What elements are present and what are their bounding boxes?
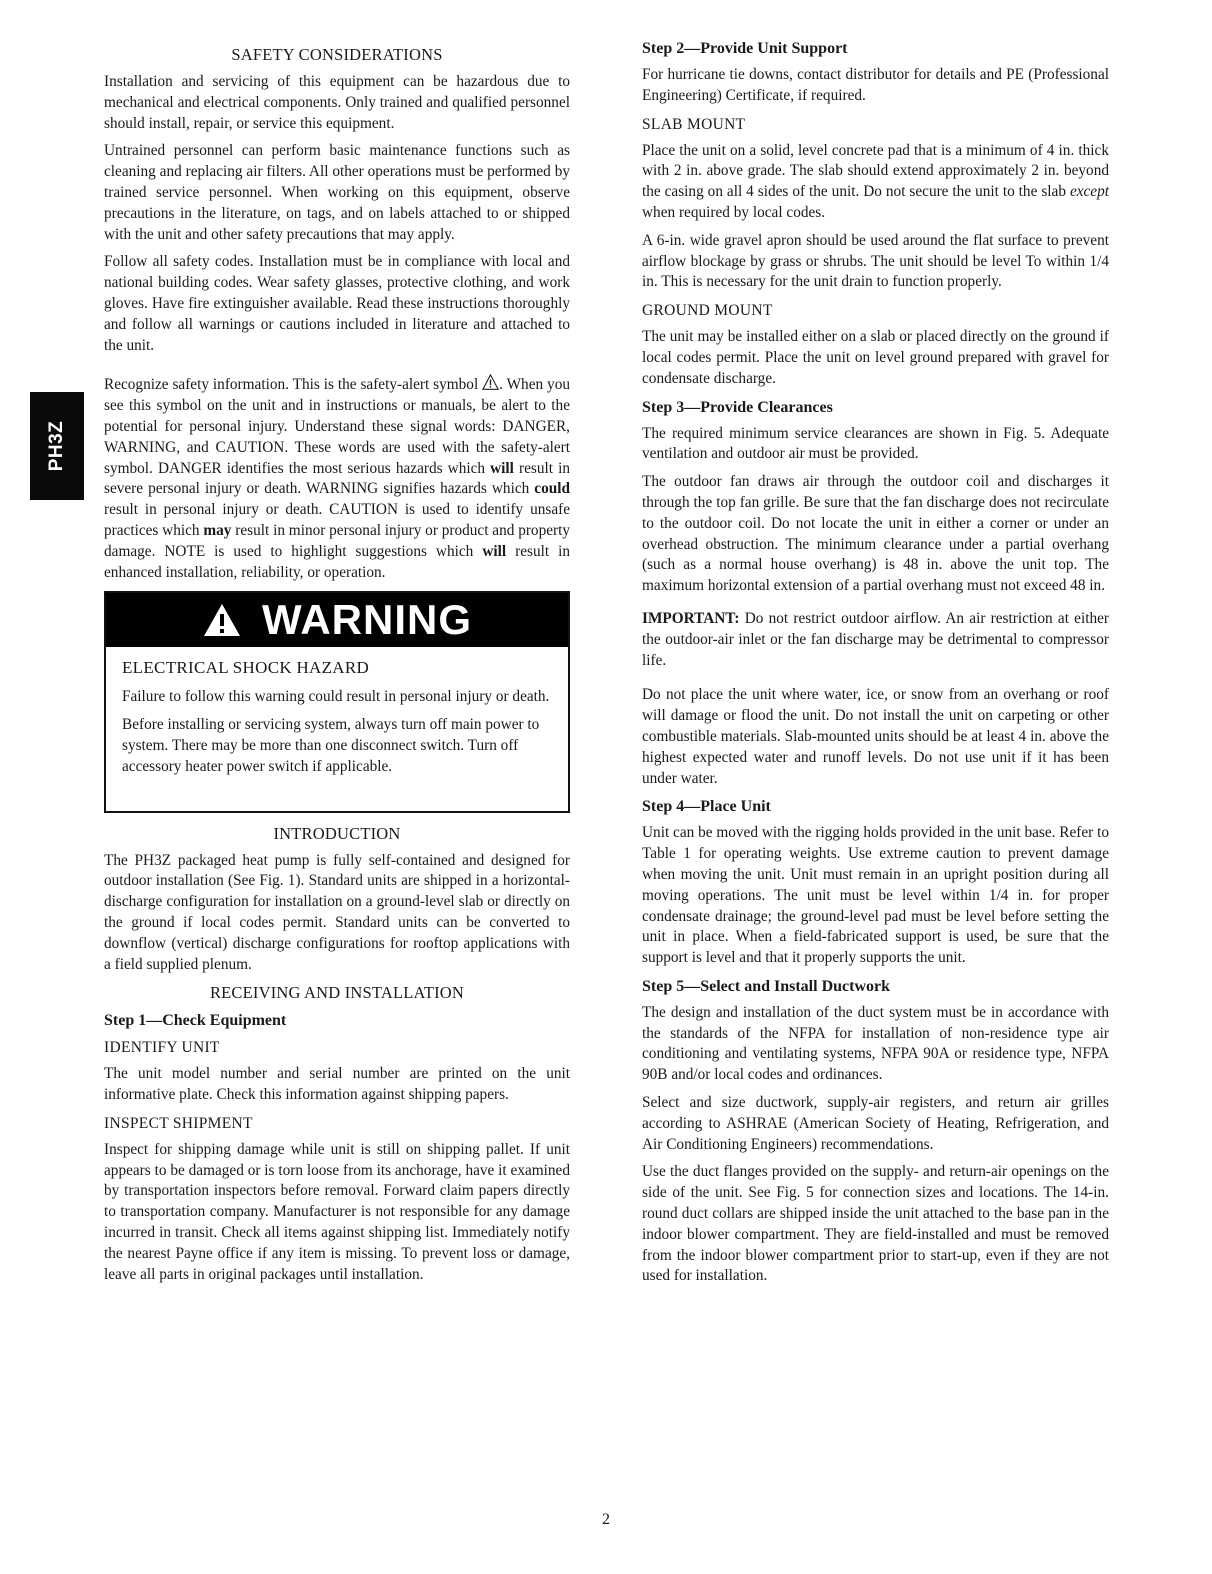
introduction-heading: INTRODUCTION	[273, 823, 401, 843]
introduction-paragraph: The PH3Z packaged heat pump is fully self-contained and designed for outdoor installation (See Fig. 1). Standard units are shipped in a horizontal-discharge configuration for installation on a ground-level slab or directly on the ground if local codes permit. Standard units can be converted to downflow (vertical) discharge configurations for rooftop applications with a field supplied plenum.	[104, 851, 570, 973]
safety-paragraph-4: Recognize safety information. This is the safety-alert symbol . When you see this symbol on the unit and in instructions or manuals, be alert to the potential for personal injury. Understand these signal words: DANGER, WARNING, and CAUTION. These words are used with the safety-alert symbol. DANGER identifies the most serious hazards which will result in severe personal injury or death. WARNING signifies hazards which could result in personal injury or death. CAUTION is used to identify unsafe practices which may result in minor personal injury or product and property damage. NOTE is used to highlight suggestions which will result in enhanced installation, reliability, or operation.	[104, 376, 571, 581]
step-3-paragraph-1: The required minimum service clearances are shown in Fig. 5. Adequate ventilation and outdoor air must be provided.	[642, 424, 1109, 463]
warning-body	[106, 647, 568, 777]
warning-triangle-icon	[202, 602, 242, 638]
identify-unit-paragraph: The unit model number and serial number are printed on the unit informative plate. Check this information against shipping papers.	[104, 1065, 570, 1104]
safety-paragraph-2: Untrained personnel can perform basic maintenance functions such as cleaning and replacing air filters. All other operations must be performed by trained service personnel. When working on this equipment, observe precautions in the literature, on tags, and on labels attached to or shipped with the unit and other safety precautions that may apply.	[104, 142, 570, 243]
step-4-heading: Step 4—Place Unit	[642, 798, 771, 816]
left-column	[104, 38, 570, 1292]
warning-box	[104, 591, 570, 812]
electrical-shock-hazard: ELECTRICAL SHOCK HAZARD	[122, 658, 370, 678]
safety-paragraph-1: Installation and servicing of this equipment can be hazardous due to mechanical and electrical components. Only trained and qualified personnel should install, repair, or service this equipment.	[104, 73, 570, 132]
warning-header	[106, 593, 568, 647]
page-number: 2	[602, 1511, 610, 1528]
step-3-heading: Step 3—Provide Clearances	[642, 398, 833, 416]
ground-mount-paragraph: The unit may be installed either on a slab or placed directly on the ground if local codes permit. Place the unit on level ground prepared with gravel for condensate discharge.	[642, 328, 1109, 387]
side-tab-label: PH3Z	[46, 420, 67, 472]
inspect-shipment-paragraph: Inspect for shipping damage while unit is still on shipping pallet. If unit appears to be damaged or is torn loose from its anchorage, have it examined by transportation inspectors before removal. Forward claim papers directly to transportation company. Manufacturer is not responsible for any damage incurred in transit. Check all items against shipping list. Immediately notify the nearest Payne office if any item is missing. To prevent loss or damage, leave all parts in original packages until installation.	[104, 1140, 570, 1283]
safety-paragraph-3: Follow all safety codes. Installation must be in compliance with local and national building codes. Wear safety glasses, protective clothing, and work gloves. Have fire extinguisher available. Read these instructions thoroughly and follow all warnings or cautions included in literature and attached to the unit.	[104, 253, 570, 354]
warning-paragraph-2: Before installing or servicing system, always turn off main power to system. There may be more than one disconnect switch. Turn off accessory heater power switch if applicable.	[122, 716, 540, 775]
safety-considerations-heading: SAFETY CONSIDERATIONS	[231, 45, 443, 64]
step-3-paragraph-3: Do not place the unit where water, ice, or snow from an overhang or roof will damage or flood the unit. Do not install the unit on carpeting or other combustible materials. Slab-mounted units should be at least 4 in. above the highest expected water and runoff levels. Do not use unit if it has been under water.	[642, 686, 1109, 787]
warning-paragraph-1: Failure to follow this warning could result in personal injury or death.	[122, 688, 550, 706]
slab-mount-paragraph-1: Place the unit on a solid, level concrete pad that is a minimum of 4 in. thick with 2 in. above grade. The slab should extend approximately 2 in. beyond the casing on all 4 sides of the unit. Do not secure the unit to the slab except when required by local codes.	[642, 141, 1109, 221]
safety-alert-icon	[482, 374, 499, 391]
step-5-paragraph-1: The design and installation of the duct system must be in accordance with the standards of the NFPA for installation of non-residence type air conditioning and ventilating systems, NFPA 90A or residence type, NFPA 90B and/or local codes and ordinances.	[642, 1003, 1109, 1084]
slab-mount-subheading: SLAB MOUNT	[642, 115, 746, 133]
slab-mount-paragraph-2: A 6-in. wide gravel apron should be used around the flat surface to prevent airflow blockage by grass or shrubs. The unit should be level To within 1/4 in. This is necessary for the unit drain to function properly.	[642, 231, 1109, 291]
receiving-installation-heading: RECEIVING AND INSTALLATION	[209, 983, 465, 1003]
side-tab	[30, 392, 84, 500]
step-5-paragraph-3: Use the duct flanges provided on the supply- and return-air openings on the side of the unit. See Fig. 5 for connection sizes and locations. The 14-in. round duct collars are shipped inside the unit attached to the base pan in the indoor blower compartment. They are field-installed and must be removed from the indoor blower compartment prior to start-up, even if they are not used for installation.	[642, 1163, 1109, 1285]
right-column	[642, 38, 1109, 1294]
warning-title: WARNING	[262, 596, 472, 644]
step-3-paragraph-2: The outdoor fan draws air through the outdoor coil and discharges it through the top fan grille. Be sure that the fan discharge does not recirculate to the outdoor coil. Do not locate the unit in either a corner or under an overhead obstruction. The minimum clearance under a partial overhang (such as a normal house overhang) is 48 in. above the unit top. The maximum horizontal extension of a partial overhang must not exceed 48 in.	[642, 473, 1109, 595]
identify-unit-subheading: IDENTIFY UNIT	[104, 1039, 220, 1057]
important-note: IMPORTANT: Do not restrict outdoor airflow. An air restriction at either the outdoor-air inlet or the fan discharge may be detrimental to compressor life.	[642, 609, 1109, 669]
step-4-paragraph: Unit can be moved with the rigging holds provided in the unit base. Refer to Table 1 for operating weights. Use extreme caution to prevent damage when moving the unit. Unit must remain in an upright position during all moving operations. The unit must be level within 1/4 in. for proper condensate drainage; the ground-level pad must be level before setting the unit in place. When a field-fabricated support is used, be sure that the support is level and that it properly supports the unit.	[642, 824, 1109, 967]
step-2-paragraph: For hurricane tie downs, contact distributor for details and PE (Professional Engineering) Certificate, if required.	[642, 66, 1109, 104]
ground-mount-subheading: GROUND MOUNT	[642, 302, 773, 320]
step-2-heading: Step 2—Provide Unit Support	[642, 40, 848, 57]
step-5-paragraph-2: Select and size ductwork, supply-air registers, and return air grilles according to ASHRAE (American Society of Heating, Refrigeration, and Air Conditioning Engineers) recommendations.	[642, 1094, 1109, 1153]
step-1-heading: Step 1—Check Equipment	[104, 1012, 287, 1030]
inspect-shipment-subheading: INSPECT SHIPMENT	[104, 1114, 253, 1132]
step-5-heading: Step 5—Select and Install Ductwork	[642, 977, 891, 995]
